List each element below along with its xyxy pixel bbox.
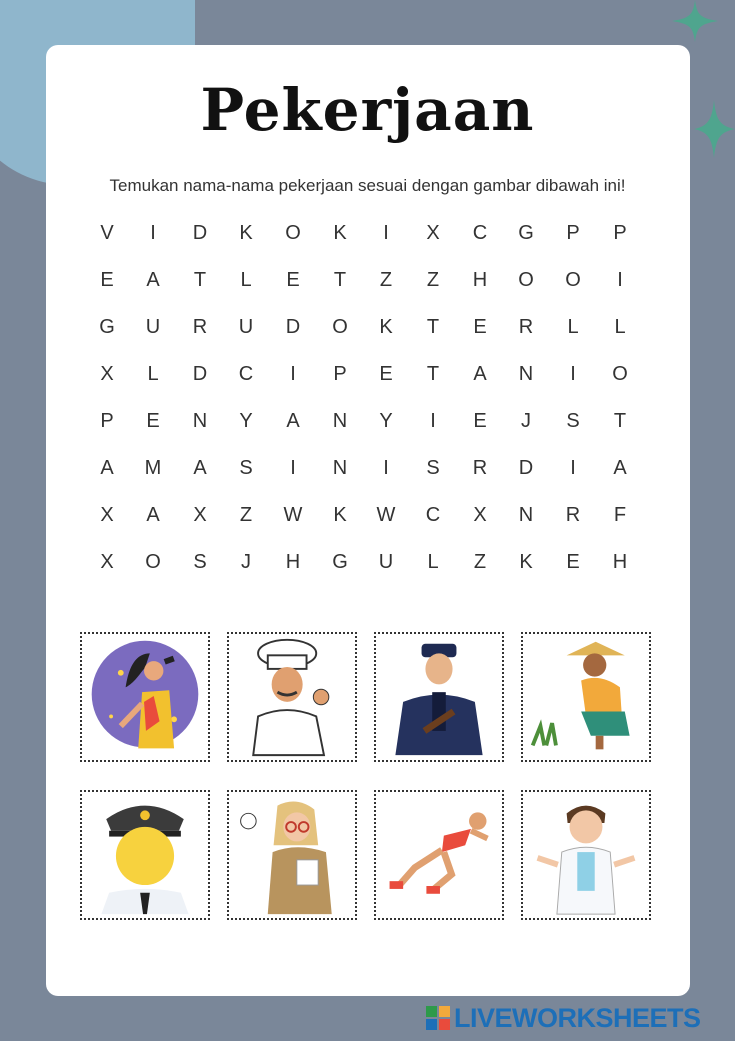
grid-letter[interactable]: Z <box>473 551 487 573</box>
grid-letter[interactable]: K <box>333 504 347 526</box>
grid-letter[interactable]: T <box>426 316 440 338</box>
grid-row <box>0 267 735 297</box>
grid-letter[interactable]: D <box>192 363 208 385</box>
grid-letter[interactable]: K <box>239 222 253 244</box>
grid-letter[interactable]: A <box>193 457 207 479</box>
grid-letter[interactable]: G <box>332 551 348 573</box>
grid-letter[interactable]: E <box>100 269 114 291</box>
grid-letter[interactable]: S <box>566 410 580 432</box>
grid-letter[interactable]: C <box>238 363 254 385</box>
grid-letter[interactable]: E <box>286 269 300 291</box>
grid-letter[interactable]: N <box>332 457 348 479</box>
grid-letter[interactable]: O <box>285 222 301 244</box>
grid-row <box>0 220 735 250</box>
grid-letter[interactable]: I <box>150 222 156 244</box>
grid-letter[interactable]: F <box>613 504 627 526</box>
grid-letter[interactable]: S <box>426 457 440 479</box>
grid-letter[interactable]: R <box>192 316 208 338</box>
grid-letter[interactable]: H <box>612 551 628 573</box>
grid-letter[interactable]: A <box>613 457 627 479</box>
grid-letter[interactable]: P <box>566 222 580 244</box>
grid-letter[interactable]: N <box>192 410 208 432</box>
grid-letter[interactable]: C <box>472 222 488 244</box>
grid-letter[interactable]: X <box>100 504 114 526</box>
grid-letter[interactable]: N <box>518 363 534 385</box>
grid-letter[interactable]: I <box>430 410 436 432</box>
farmer-picture <box>521 632 651 762</box>
worksheet-instruction: Temukan nama-nama pekerjaan sesuai dengan gambar dibawah ini! <box>109 176 626 195</box>
grid-letter[interactable]: I <box>383 222 389 244</box>
grid-letter[interactable]: D <box>518 457 534 479</box>
grid-letter[interactable]: X <box>426 222 440 244</box>
grid-letter[interactable]: I <box>570 363 576 385</box>
grid-letter[interactable]: I <box>290 457 296 479</box>
grid-row <box>0 455 735 485</box>
grid-letter[interactable]: A <box>146 269 160 291</box>
grid-letter[interactable]: R <box>518 316 534 338</box>
grid-letter[interactable]: L <box>147 363 159 385</box>
grid-letter[interactable]: E <box>379 363 393 385</box>
doctor-picture <box>521 790 651 920</box>
grid-letter[interactable]: T <box>193 269 207 291</box>
grid-letter[interactable]: J <box>241 551 251 573</box>
grid-row <box>0 314 735 344</box>
grid-letter[interactable]: L <box>240 269 252 291</box>
grid-letter[interactable]: T <box>333 269 347 291</box>
grid-letter[interactable]: A <box>100 457 114 479</box>
grid-letter[interactable]: K <box>333 222 347 244</box>
grid-letter[interactable]: L <box>427 551 439 573</box>
grid-letter[interactable]: I <box>617 269 623 291</box>
grid-letter[interactable]: S <box>193 551 207 573</box>
grid-letter[interactable]: E <box>473 316 487 338</box>
grid-row <box>0 549 735 579</box>
grid-row <box>0 408 735 438</box>
grid-letter[interactable]: D <box>192 222 208 244</box>
logo-text: LIVEWORKSHEETS <box>454 1003 701 1033</box>
athlete-picture <box>374 790 504 920</box>
grid-letter[interactable]: X <box>100 363 114 385</box>
grid-letter[interactable]: E <box>473 410 487 432</box>
grid-letter[interactable]: A <box>286 410 300 432</box>
grid-letter[interactable]: H <box>285 551 301 573</box>
grid-letter[interactable]: L <box>567 316 579 338</box>
grid-letter[interactable]: P <box>613 222 627 244</box>
grid-letter[interactable]: O <box>518 269 534 291</box>
liveworksheets-logo[interactable] <box>426 1003 726 1033</box>
grid-letter[interactable]: U <box>238 316 254 338</box>
grid-letter[interactable]: R <box>472 457 488 479</box>
grid-letter[interactable]: I <box>290 363 296 385</box>
grid-letter[interactable]: W <box>376 504 396 526</box>
grid-letter[interactable]: M <box>144 457 162 479</box>
grid-letter[interactable]: Z <box>426 269 440 291</box>
grid-letter[interactable]: G <box>99 316 115 338</box>
grid-letter[interactable]: Y <box>379 410 393 432</box>
chef-picture <box>227 632 357 762</box>
grid-letter[interactable]: D <box>285 316 301 338</box>
grid-letter[interactable]: P <box>333 363 347 385</box>
grid-letter[interactable]: A <box>146 504 160 526</box>
grid-letter[interactable]: O <box>612 363 628 385</box>
grid-letter[interactable]: N <box>518 504 534 526</box>
sparkle-icon <box>670 0 720 42</box>
grid-letter[interactable]: E <box>566 551 580 573</box>
grid-letter[interactable]: I <box>570 457 576 479</box>
logo-icon <box>426 1006 450 1030</box>
grid-letter[interactable]: P <box>100 410 114 432</box>
grid-letter[interactable]: K <box>519 551 533 573</box>
grid-letter[interactable]: U <box>378 551 394 573</box>
grid-letter[interactable]: O <box>332 316 348 338</box>
grid-letter[interactable]: T <box>613 410 627 432</box>
police-picture <box>374 632 504 762</box>
singer-picture <box>80 632 210 762</box>
grid-letter[interactable]: V <box>100 222 114 244</box>
grid-letter[interactable]: Z <box>379 269 393 291</box>
grid-letter[interactable]: O <box>145 551 161 573</box>
grid-letter[interactable]: N <box>332 410 348 432</box>
teacher-picture <box>227 790 357 920</box>
grid-row <box>0 502 735 532</box>
worksheet-title: Pekerjaan <box>200 76 535 144</box>
grid-letter[interactable]: K <box>379 316 393 338</box>
grid-row <box>0 361 735 391</box>
grid-letter[interactable]: R <box>565 504 581 526</box>
grid-letter[interactable]: S <box>239 457 253 479</box>
grid-letter[interactable]: J <box>521 410 531 432</box>
grid-letter[interactable]: L <box>614 316 626 338</box>
grid-letter[interactable]: A <box>473 363 487 385</box>
grid-letter[interactable]: C <box>425 504 441 526</box>
grid-letter[interactable]: Z <box>239 504 253 526</box>
grid-letter[interactable]: I <box>383 457 389 479</box>
grid-letter[interactable]: H <box>472 269 488 291</box>
pilot-picture <box>80 790 210 920</box>
grid-letter[interactable]: G <box>518 222 534 244</box>
grid-letter[interactable]: X <box>473 504 487 526</box>
grid-letter[interactable]: T <box>426 363 440 385</box>
grid-letter[interactable]: E <box>146 410 160 432</box>
grid-letter[interactable]: U <box>145 316 161 338</box>
grid-letter[interactable]: W <box>283 504 303 526</box>
grid-letter[interactable]: Y <box>239 410 253 432</box>
grid-letter[interactable]: X <box>100 551 114 573</box>
grid-letter[interactable]: O <box>565 269 581 291</box>
grid-letter[interactable]: X <box>193 504 207 526</box>
